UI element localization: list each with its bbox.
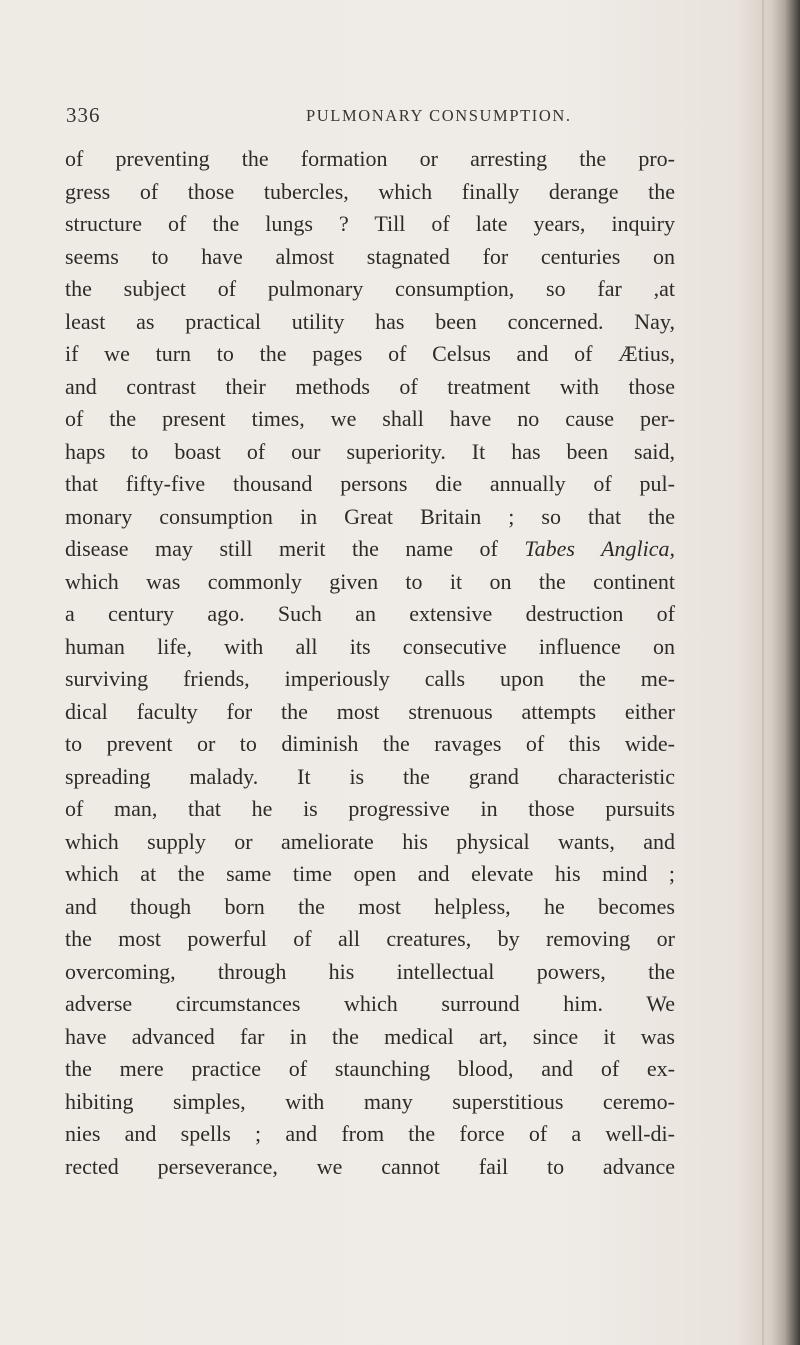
- text-line: nies and spells ; and from the force of a well-di-: [65, 1121, 675, 1146]
- text-line: the mere practice of staunching blood, and of ex-: [65, 1056, 675, 1081]
- text-line: to prevent or to diminish the ravages of this wide-: [65, 731, 675, 756]
- text-line: surviving friends, imperiously calls upon the me-: [65, 666, 675, 691]
- text-line: of preventing the formation or arresting the pro-: [65, 146, 675, 171]
- text-line: that fifty-five thousand persons die annually of pul-: [65, 471, 675, 496]
- text-line: if we turn to the pages of Celsus and of Ætius,: [65, 341, 675, 366]
- page-header: [66, 103, 706, 133]
- body-text: [65, 143, 675, 1183]
- text-line: rected perseverance, we cannot fail to advance: [65, 1153, 675, 1179]
- running-head: PULMONARY CONSUMPTION.: [306, 106, 572, 125]
- text-line: haps to boast of our superiority. It has been said,: [65, 438, 675, 464]
- text-line: the subject of pulmonary consumption, so far ,at: [65, 276, 675, 301]
- text-line: dical faculty for the most strenuous attempts either: [65, 698, 675, 724]
- text-line: overcoming, through his intellectual powers, the: [65, 958, 675, 984]
- text-line: a century ago. Such an extensive destruction of: [65, 601, 675, 626]
- text-line: and though born the most helpless, he becomes: [65, 893, 675, 919]
- text-line-with-italic: [65, 533, 675, 566]
- text-line: monary consumption in Great Britain ; so that the: [65, 503, 675, 529]
- page-edge-line: [762, 0, 764, 1345]
- text-line: spreading malady. It is the grand characteristic: [65, 763, 675, 789]
- text-line: structure of the lungs ? Till of late years, inquiry: [65, 211, 675, 236]
- text-line: of man, that he is progressive in those pursuits: [65, 796, 675, 821]
- text-line: of the present times, we shall have no cause per-: [65, 406, 675, 431]
- text-line: seems to have almost stagnated for centuries on: [65, 243, 675, 269]
- text-line: have advanced far in the medical art, since it was: [65, 1023, 675, 1049]
- page-number: 336: [66, 103, 101, 127]
- text-line: which at the same time open and elevate his mind ;: [65, 861, 675, 886]
- text-segment: disease may still merit the name of: [65, 536, 498, 561]
- text-line: least as practical utility has been concerned. Nay,: [65, 308, 675, 334]
- text-line: the most powerful of all creatures, by removing or: [65, 926, 675, 951]
- text-line: which was commonly given to it on the continent: [65, 568, 675, 594]
- text-line: gress of those tubercles, which finally derange the: [65, 178, 675, 204]
- binding-edge-shadow: [772, 0, 800, 1345]
- text-line: hibiting simples, with many superstitious ceremo-: [65, 1088, 675, 1114]
- text-line: adverse circumstances which surround him. We: [65, 991, 675, 1016]
- text-line: human life, with all its consecutive influence on: [65, 633, 675, 659]
- text-line: which supply or ameliorate his physical wants, and: [65, 828, 675, 854]
- italic-phrase: Tabes Anglica,: [524, 536, 675, 561]
- text-line: and contrast their methods of treatment with those: [65, 373, 675, 399]
